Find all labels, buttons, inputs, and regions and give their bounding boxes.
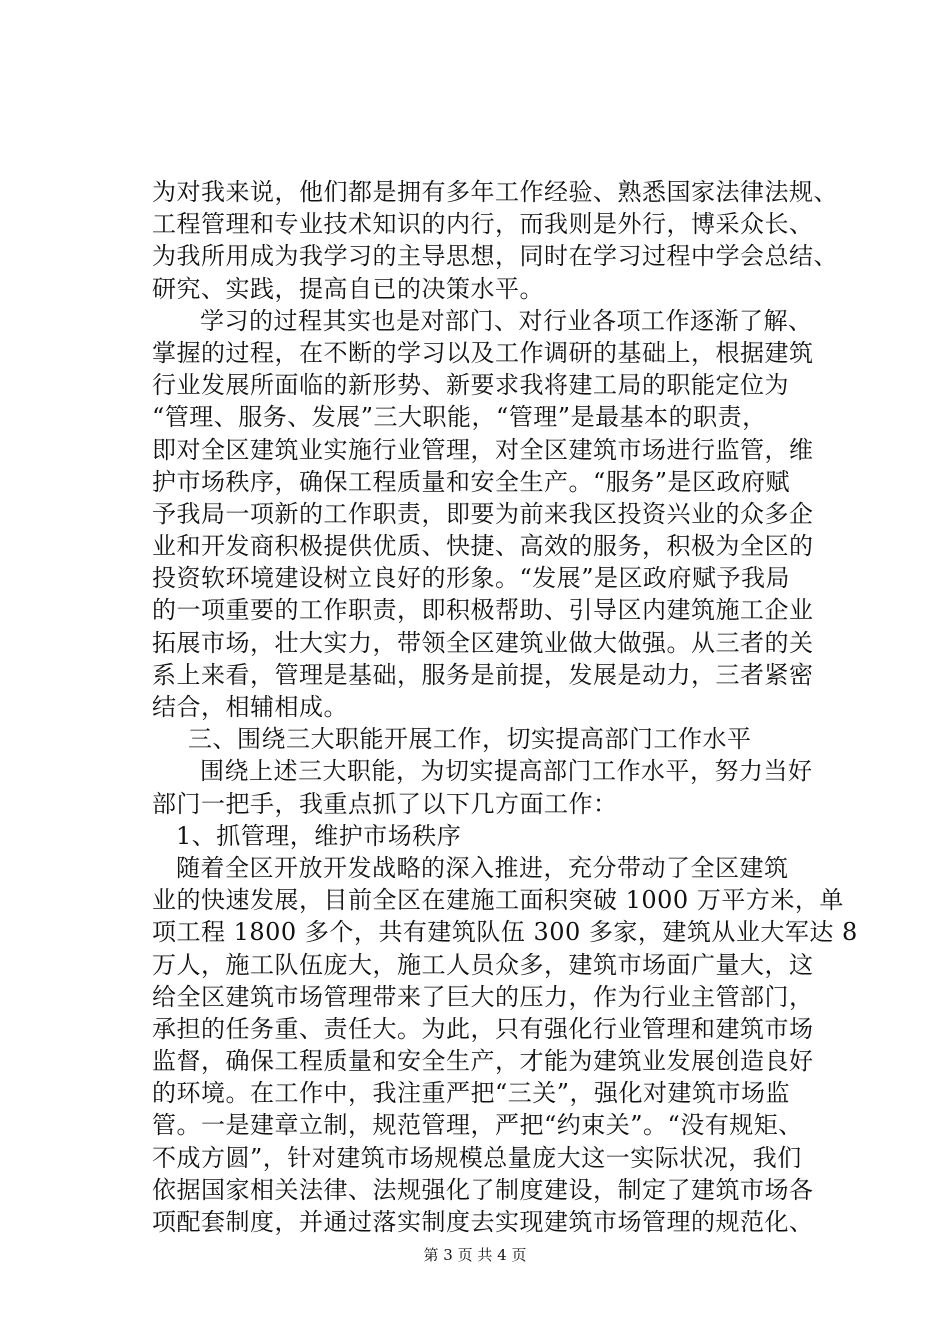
text-line: 随着全区开放开发战略的深入推进，充分带动了全区建筑 [176, 853, 789, 882]
text-line: 予我局一项新的工作职责，即要为前来我区投资兴业的众多企 [152, 499, 814, 528]
text-line: 为对我来说，他们都是拥有多年工作经验、熟悉国家法律法规、 [152, 178, 838, 206]
text-line: 学习的过程其实也是对部门、对行业各项工作逐渐了解、 [200, 306, 813, 335]
page-number-footer: 第 3 页 共 4 页 [423, 1246, 527, 1264]
text-line: 拓展市场，壮大实力，带领全区建筑业做大做强。从三者的关 [152, 628, 814, 657]
text-line: 掌握的过程，在不断的学习以及工作调研的基础上，根据建筑 [152, 338, 814, 367]
text-line: 护市场秩序，确保工程质量和安全生产。“服务”是区政府赋 [152, 467, 791, 496]
text-line: 承担的任务重、责任大。为此，只有强化行业管理和建筑市场 [152, 1014, 814, 1043]
text-line: 工程管理和专业技术知识的内行，而我则是外行，博采众长、 [152, 210, 814, 239]
text-line: 管。一是建章立制，规范管理，严把“约束关”。“没有规矩、 [152, 1111, 803, 1140]
text-line: 为我所用成为我学习的主导思想，同时在学习过程中学会总结、 [152, 242, 838, 271]
text-line: 不成方圆”，针对建筑市场规模总量庞大这一实际状况，我们 [152, 1143, 802, 1172]
text-line: 项工程 1800 多个，共有建筑队伍 300 多家，建筑从业大军达 8 [152, 918, 858, 947]
text-line: 业和开发商积极提供优质、快捷、高效的服务，积极为全区的 [152, 532, 814, 561]
text-line: 结合，相辅相成。 [152, 693, 348, 721]
text-line: 即对全区建筑业实施行业管理，对全区建筑市场进行监管，维 [152, 435, 814, 464]
text-line: 业的快速发展，目前全区在建施工面积突破 1000 万平方米，单 [152, 886, 844, 915]
text-line: 行业发展所面临的新形势、新要求我将建工局的职能定位为 [152, 371, 789, 400]
text-line: 系上来看，管理是基础，服务是前提，发展是动力，三者紧密 [152, 660, 814, 689]
text-line: 部门一把手，我重点抓了以下几方面工作： [152, 789, 618, 818]
body-text [152, 176, 858, 1238]
text-line: 项配套制度，并通过落实制度去实现建筑市场管理的规范化、 [152, 1208, 814, 1236]
text-line: 投资软环境建设树立良好的形象。“发展”是区政府赋予我局 [152, 564, 791, 593]
text-line: 万人，施工队伍庞大，施工人员众多，建筑市场面广量大，这 [152, 950, 814, 979]
text-line: 的环境。在工作中，我注重严把“三关”，强化对建筑市场监 [152, 1079, 791, 1108]
text-line: 研究、实践，提高自已的决策水平。 [152, 274, 544, 303]
text-line: 监督，确保工程质量和安全生产，才能为建筑业发展创造良好 [152, 1047, 814, 1076]
text-line: 的一项重要的工作职责，即积极帮助、引导区内建筑施工企业 [152, 596, 814, 625]
text-line: “管理、服务、发展”三大职能，“管理”是最基本的职责， [152, 403, 767, 432]
subsection-heading: 1、抓管理，维护市场秩序 [176, 821, 462, 850]
section-heading: 三、围绕三大职能开展工作，切实提高部门工作水平 [188, 725, 752, 754]
text-line: 围绕上述三大职能，为切实提高部门工作水平，努力当好 [200, 757, 813, 786]
text-line: 给全区建筑市场管理带来了巨大的压力，作为行业主管部门， [152, 982, 814, 1011]
text-line: 依据国家相关法律、法规强化了制度建设，制定了建筑市场各 [152, 1175, 814, 1204]
